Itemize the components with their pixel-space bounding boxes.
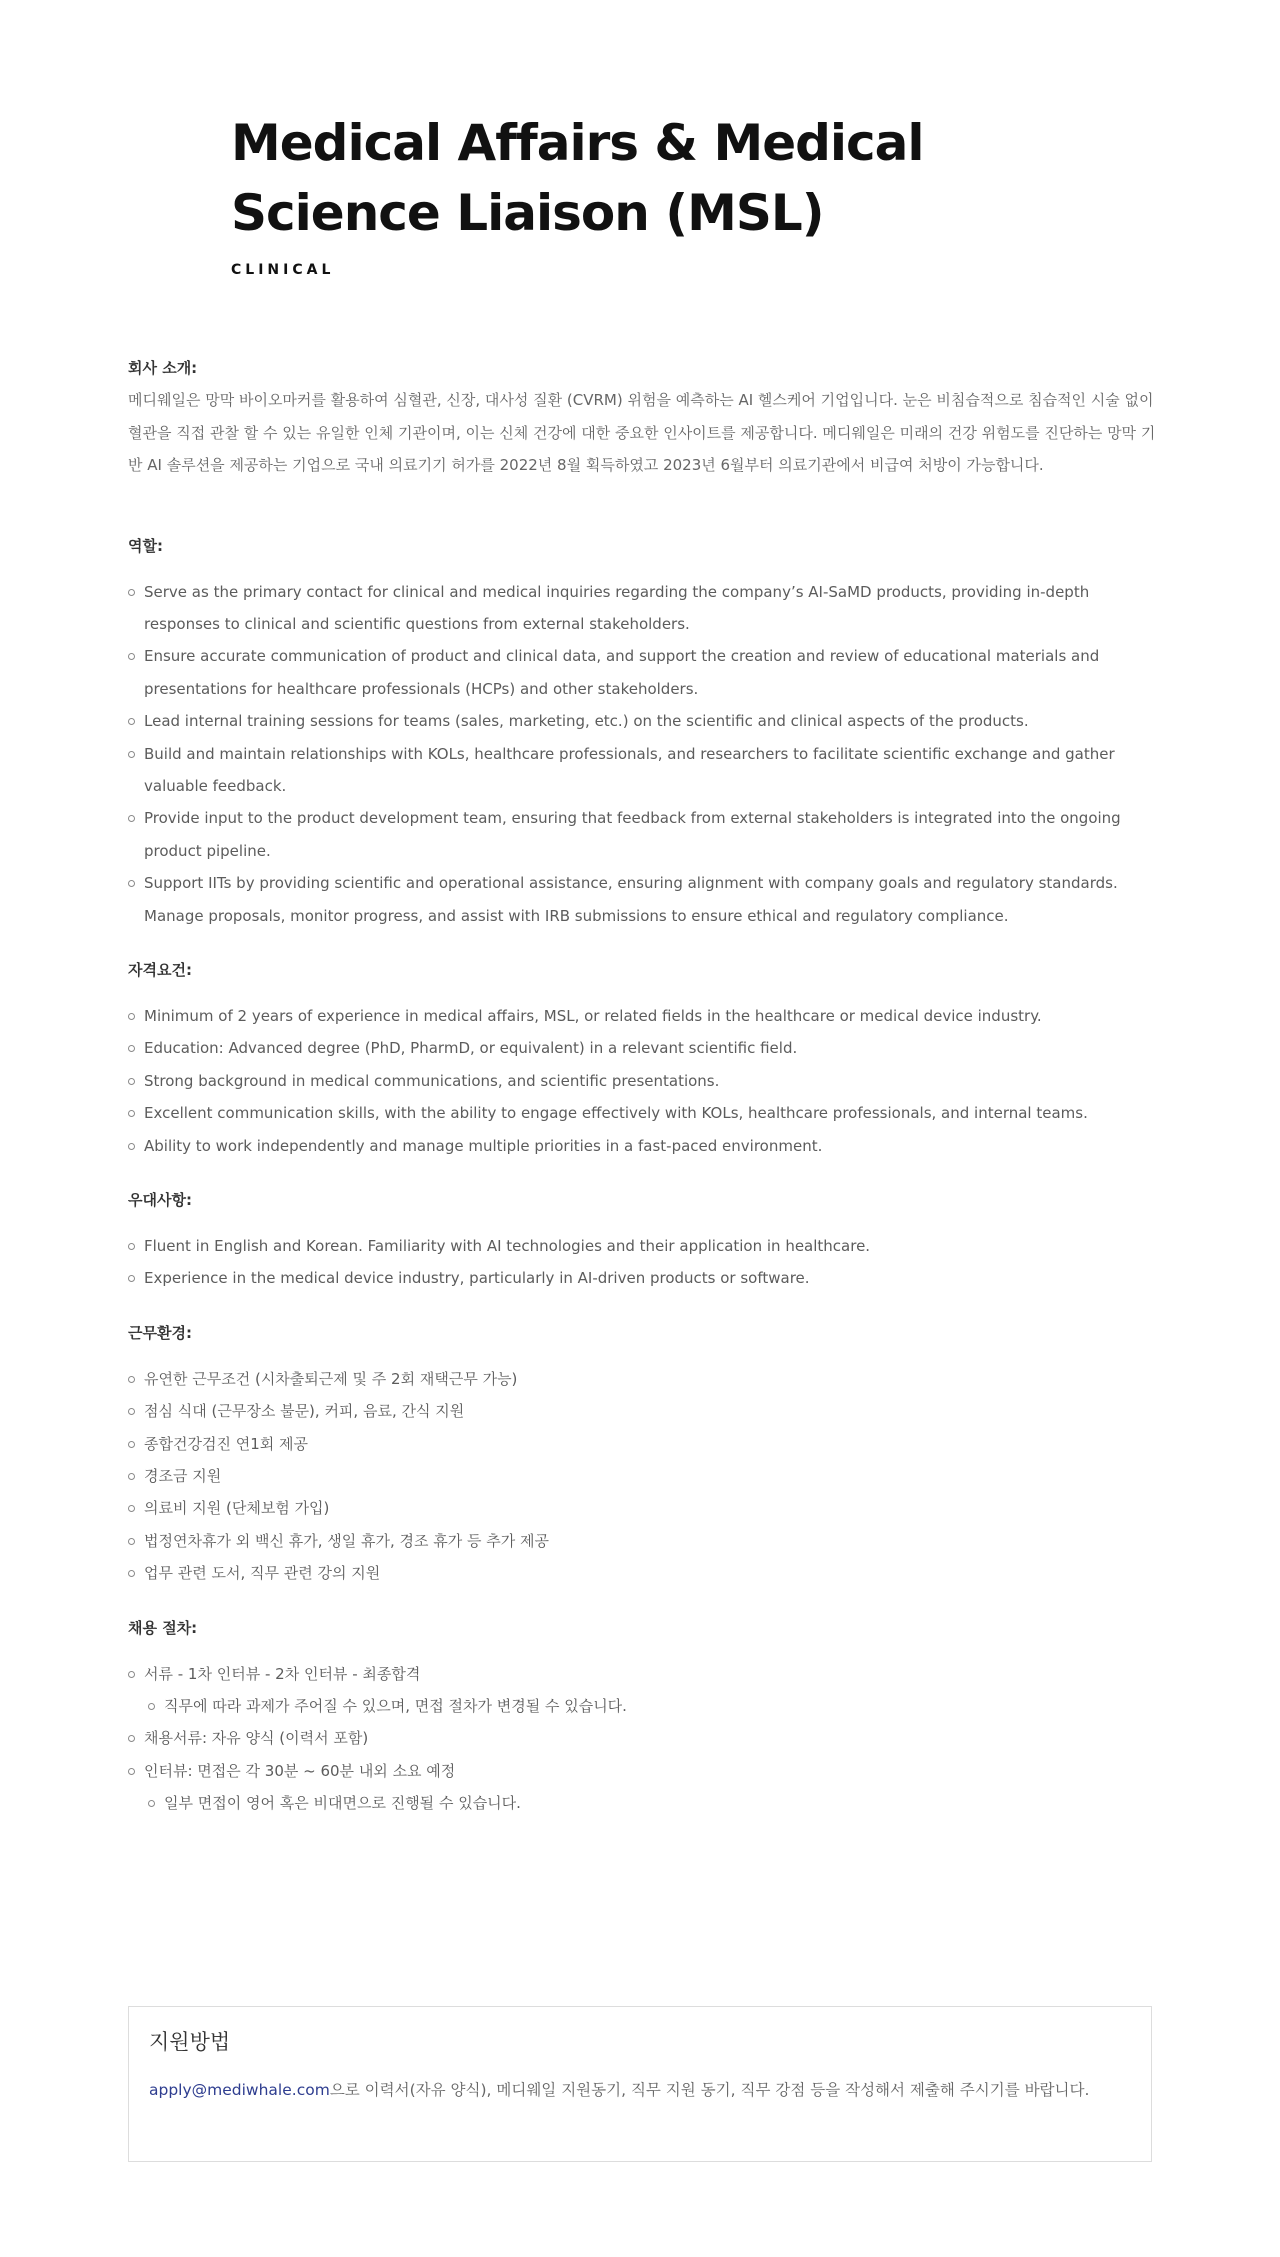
- list-item: Ability to work independently and manage multiple priorities in a fast-paced environment.: [128, 1130, 1168, 1162]
- role-heading: 역할:: [128, 536, 163, 555]
- list-item: Education: Advanced degree (PhD, PharmD, or equivalent) in a relevant scientific field.: [128, 1032, 1168, 1064]
- environment-list: [128, 1363, 1168, 1590]
- page-title: Medical Affairs & Medical Science Liaison (MSL): [231, 114, 924, 242]
- list-item: 인터뷰: 면접은 각 30분 ~ 60분 내외 소요 예정: [128, 1755, 1168, 1787]
- preferred-heading: 우대사항:: [128, 1191, 192, 1209]
- list-item: Experience in the medical device industry, particularly in AI-driven products or software.: [128, 1262, 1168, 1294]
- list-item: Excellent communication skills, with the ability to engage effectively with KOLs, healthcare professionals, and internal teams.: [128, 1097, 1168, 1129]
- list-item: Ensure accurate communication of product and clinical data, and support the creation and review of educational materials and presentations for healthcare professionals (HCPs) and other stakeholders.: [128, 640, 1168, 705]
- company-intro-text: 메디웨일은 망막 바이오마커를 활용하여 심혈관, 신장, 대사성 질환 (CVRM) 위험을 예측하는 AI 헬스케어 기업입니다. 눈은 비침습적으로 침습적인 시술 없이 혈관을 직접 관찰 할 수 있는 유일한 인체 기관이며, 이는 신체 건강에 대한 중요한 인사이트를 제공합니다. 메디웨일은 미래의 건강 위험도를 진단하는 망막 기반 AI 솔루션을 제공하는 기업으로 국내 의료기기 허가를 2022년 8월 획득하였고 2023년 6월부터 의료기관에서 비급여 처방이 가능합니다.: [128, 391, 1156, 474]
- list-item: 업무 관련 도서, 직무 관련 강의 지원: [128, 1557, 1168, 1589]
- apply-title: 지원방법: [149, 2030, 231, 2054]
- list-subitem: 직무에 따라 과제가 주어질 수 있으며, 면접 절차가 변경될 수 있습니다.: [148, 1690, 1168, 1722]
- list-item: 점심 식대 (근무장소 불문), 커피, 음료, 간식 지원: [128, 1395, 1168, 1427]
- list-item: Strong background in medical communications, and scientific presentations.: [128, 1065, 1168, 1097]
- list-item: Serve as the primary contact for clinical and medical inquiries regarding the company’s AI-SaMD products, providing in-depth responses to clinical and scientific questions from external stakeholders.: [128, 576, 1168, 641]
- list-item: 경조금 지원: [128, 1460, 1168, 1492]
- list-item: Build and maintain relationships with KOLs, healthcare professionals, and researchers to facilitate scientific exchange and gather valuable feedback.: [128, 738, 1168, 803]
- list-item: 종합건강검진 연1회 제공: [128, 1428, 1168, 1460]
- list-item: 의료비 지원 (단체보험 가입): [128, 1492, 1168, 1524]
- environment-section: [128, 1317, 1168, 1590]
- process-heading: 채용 절차:: [128, 1618, 198, 1637]
- company-section: [128, 352, 1168, 482]
- job-category: CLINICAL: [231, 262, 335, 278]
- list-item: Minimum of 2 years of experience in medical affairs, MSL, or related fields in the healthcare or medical device industry.: [128, 1000, 1168, 1032]
- job-header: [231, 108, 1111, 278]
- list-item: 법정연차휴가 외 백신 휴가, 생일 휴가, 경조 휴가 등 추가 제공: [128, 1525, 1168, 1557]
- job-description: [128, 352, 1168, 1820]
- role-section: [128, 530, 1168, 932]
- process-section: [128, 1612, 1168, 1820]
- process-list: [128, 1658, 1168, 1820]
- requirements-section: [128, 954, 1168, 1162]
- list-item: Provide input to the product development team, ensuring that feedback from external stakeholders is integrated into the ongoing product pipeline.: [128, 802, 1168, 867]
- apply-box: [128, 2006, 1152, 2162]
- list-subitem: 일부 면접이 영어 혹은 비대면으로 진행될 수 있습니다.: [148, 1787, 1168, 1819]
- apply-email-link[interactable]: apply@mediwhale.com: [149, 2081, 330, 2099]
- requirements-heading: 자격요건:: [128, 960, 192, 979]
- preferred-list: [128, 1230, 1168, 1295]
- list-item: 채용서류: 자유 양식 (이력서 포함): [128, 1722, 1168, 1754]
- environment-heading: 근무환경:: [128, 1323, 192, 1342]
- preferred-section: [128, 1184, 1168, 1295]
- role-list: [128, 576, 1168, 932]
- list-item: Lead internal training sessions for teams (sales, marketing, etc.) on the scientific and clinical aspects of the products.: [128, 705, 1168, 737]
- list-item: 서류 - 1차 인터뷰 - 2차 인터뷰 - 최종합격: [128, 1658, 1168, 1690]
- list-item: Fluent in English and Korean. Familiarity with AI technologies and their application in healthcare.: [128, 1230, 1168, 1262]
- apply-instructions-text: 으로 이력서(자유 양식), 메디웨일 지원동기, 직무 지원 동기, 직무 강점 등을 작성해서 제출해 주시기를 바랍니다.: [329, 2081, 1090, 2099]
- list-item: Support IITs by providing scientific and operational assistance, ensuring alignment with company goals and regulatory standards. Manage proposals, monitor progress, and assist with IRB submissions to ensure ethical and regulatory compliance.: [128, 867, 1168, 932]
- company-heading: 회사 소개:: [128, 359, 198, 377]
- requirements-list: [128, 1000, 1168, 1162]
- list-item: 유연한 근무조건 (시차출퇴근제 및 주 2회 재택근무 가능): [128, 1363, 1168, 1395]
- apply-instructions: [149, 2075, 1131, 2106]
